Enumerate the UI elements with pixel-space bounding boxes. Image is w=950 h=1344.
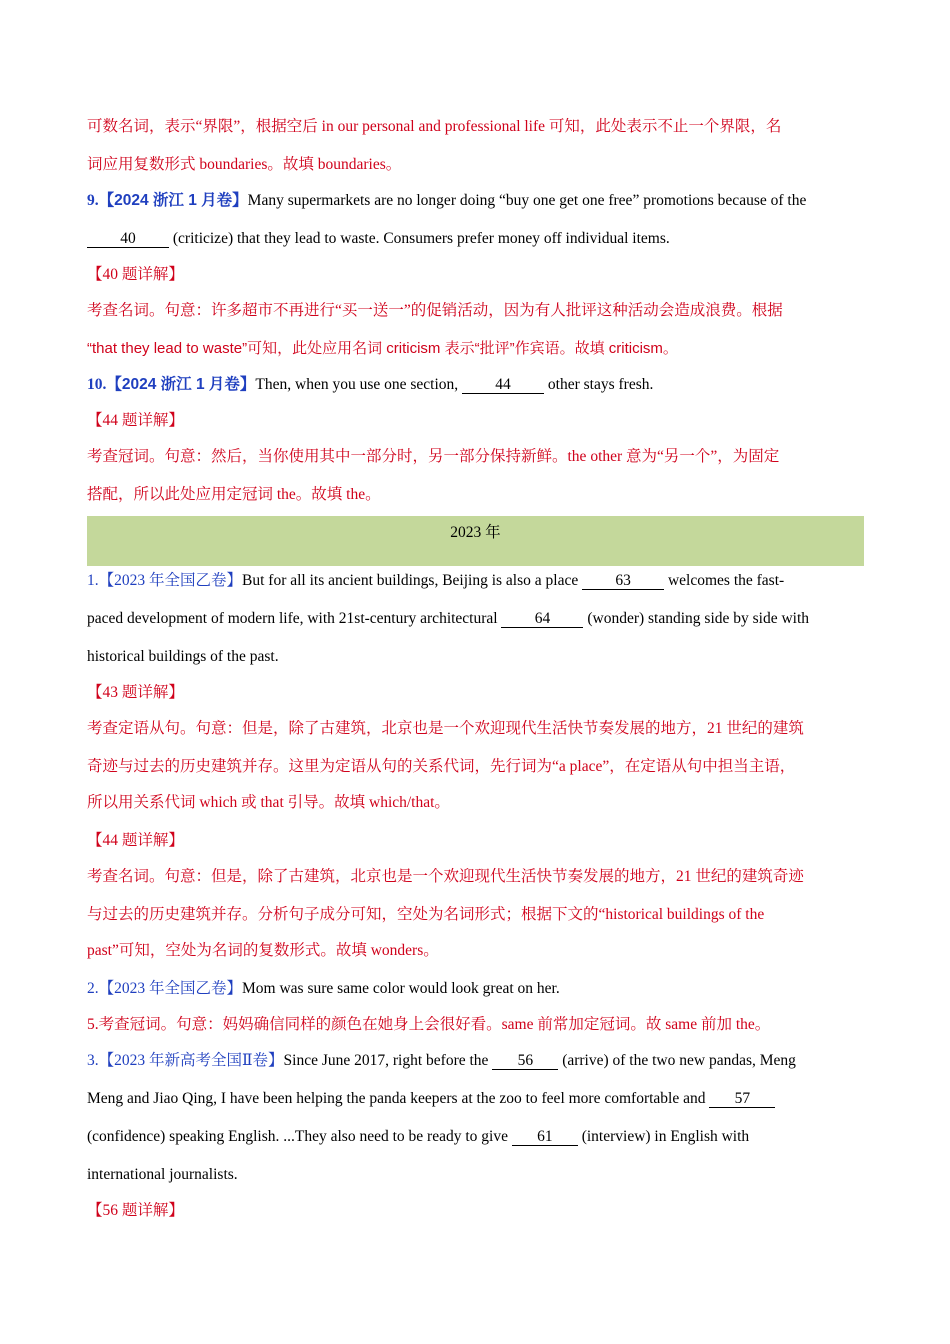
explanation-line: 与过去的历史建筑并存。分析句子成分可知，空处为名词形式；根据下文的“historical buildings of the: [87, 906, 765, 923]
question-source: 【2024 浙江 1 月卷】: [106, 376, 256, 393]
question-source: 【2023 年全国乙卷】: [98, 572, 243, 589]
detail-header: 【43 题详解】: [87, 684, 184, 701]
explanation-line: 考查名词。句意：但是，除了古建筑，北京也是一个欢迎现代生活快节奏发展的地方，21 世纪的建筑奇迹: [87, 868, 804, 885]
question-source: 【2023 年新高考全国Ⅱ卷】: [98, 1052, 284, 1069]
question-number: 1.: [87, 572, 99, 589]
question-text: other stays fresh.: [547, 376, 654, 393]
question-number: 2.: [87, 980, 99, 997]
question-text: paced development of modern life, with 21st-century architectural: [87, 610, 498, 627]
question-text: But for all its ancient buildings, Beijing is also a place: [242, 572, 579, 589]
answer-blank: 44: [462, 377, 544, 394]
detail-header: 【56 题详解】: [87, 1202, 184, 1219]
question-9-line2: [87, 229, 867, 249]
year-banner-label: 2023 年: [450, 524, 501, 541]
question-2023-1: [87, 571, 867, 591]
explanation-line: 所以用关系代词 which 或 that 引导。故填 which/that。: [87, 794, 450, 811]
detail-header: 【44 题详解】: [87, 412, 184, 429]
question-text: international journalists.: [87, 1166, 238, 1183]
explanation-line: 词应用复数形式 boundaries。故填 boundaries。: [87, 156, 402, 173]
detail-header: 【44 题详解】: [87, 832, 184, 849]
question-number: 9.: [87, 192, 99, 209]
question-10: [87, 375, 867, 395]
question-2023-1-line2: [87, 609, 867, 629]
year-banner: [87, 516, 864, 566]
question-2023-2: [87, 979, 867, 999]
question-text: (interview) in English with: [581, 1128, 750, 1145]
question-number: 3.: [87, 1052, 99, 1069]
explanation-line: past”可知，空处为名词的复数形式。故填 wonders。: [87, 942, 439, 959]
question-text: Then, when you use one section,: [255, 376, 459, 393]
explanation-line: “that they lead to waste”可知，此处应用名词 criticism 表示“批评”作宾语。故填 criticism。: [87, 340, 678, 357]
question-text: welcomes the fast-: [667, 572, 785, 589]
explanation-line: 考查名词。句意：许多超市不再进行“买一送一”的促销活动，因为有人批评这种活动会造成浪费。根据: [87, 302, 783, 319]
explanation-line: 考查定语从句。句意：但是，除了古建筑，北京也是一个欢迎现代生活快节奏发展的地方，21 世纪的建筑: [87, 720, 804, 737]
detail-header: 【40 题详解】: [87, 266, 184, 283]
question-text: (arrive) of the two new pandas, Meng: [562, 1052, 796, 1069]
question-2023-3: [87, 1051, 867, 1071]
explanation-line: 搭配，所以此处应用定冠词 the。故填 the。: [87, 486, 381, 503]
question-text: Since June 2017, right before the: [283, 1052, 489, 1069]
question-text: Meng and Jiao Qing, I have been helping the panda keepers at the zoo to feel more comfortable and: [87, 1090, 706, 1107]
question-2023-3-line3: [87, 1127, 867, 1147]
explanation-line: 考查冠词。句意：然后，当你使用其中一部分时，另一部分保持新鲜。the other 意为“另一个”，为固定: [87, 448, 780, 465]
answer-blank: 40: [87, 231, 169, 248]
question-2023-3-line2: [87, 1089, 867, 1109]
answer-blank: 63: [582, 573, 664, 590]
question-9: [87, 191, 867, 211]
question-text: Mom was sure same color would look great on her.: [242, 980, 560, 997]
explanation-line: 奇迹与过去的历史建筑并存。这里为定语从句的关系代词，先行词为“a place”，在定语从句中担当主语，: [87, 758, 796, 775]
question-text: (criticize) that they lead to waste. Consumers prefer money off individual items.: [172, 230, 670, 247]
question-text: (confidence) speaking English. ...They also need to be ready to give: [87, 1128, 508, 1145]
question-source: 【2024 浙江 1 月卷】: [98, 192, 248, 209]
explanation-line: 可数名词，表示“界限”，根据空后 in our personal and professional life 可知，此处表示不止一个界限，名: [87, 118, 782, 135]
question-number: 10.: [87, 376, 107, 393]
answer-blank: 57: [709, 1091, 775, 1108]
answer-blank: 61: [512, 1129, 578, 1146]
question-text: (wonder) standing side by side with: [587, 610, 810, 627]
question-text: historical buildings of the past.: [87, 648, 279, 665]
answer-blank: 64: [501, 611, 583, 628]
explanation-line: 5.考查冠词。句意：妈妈确信同样的颜色在她身上会很好看。same 前常加定冠词。故 same 前加 the。: [87, 1016, 771, 1033]
question-text: Many supermarkets are no longer doing “buy one get one free” promotions because of the: [247, 192, 807, 209]
answer-blank: 56: [492, 1053, 558, 1070]
question-source: 【2023 年全国乙卷】: [98, 980, 243, 997]
